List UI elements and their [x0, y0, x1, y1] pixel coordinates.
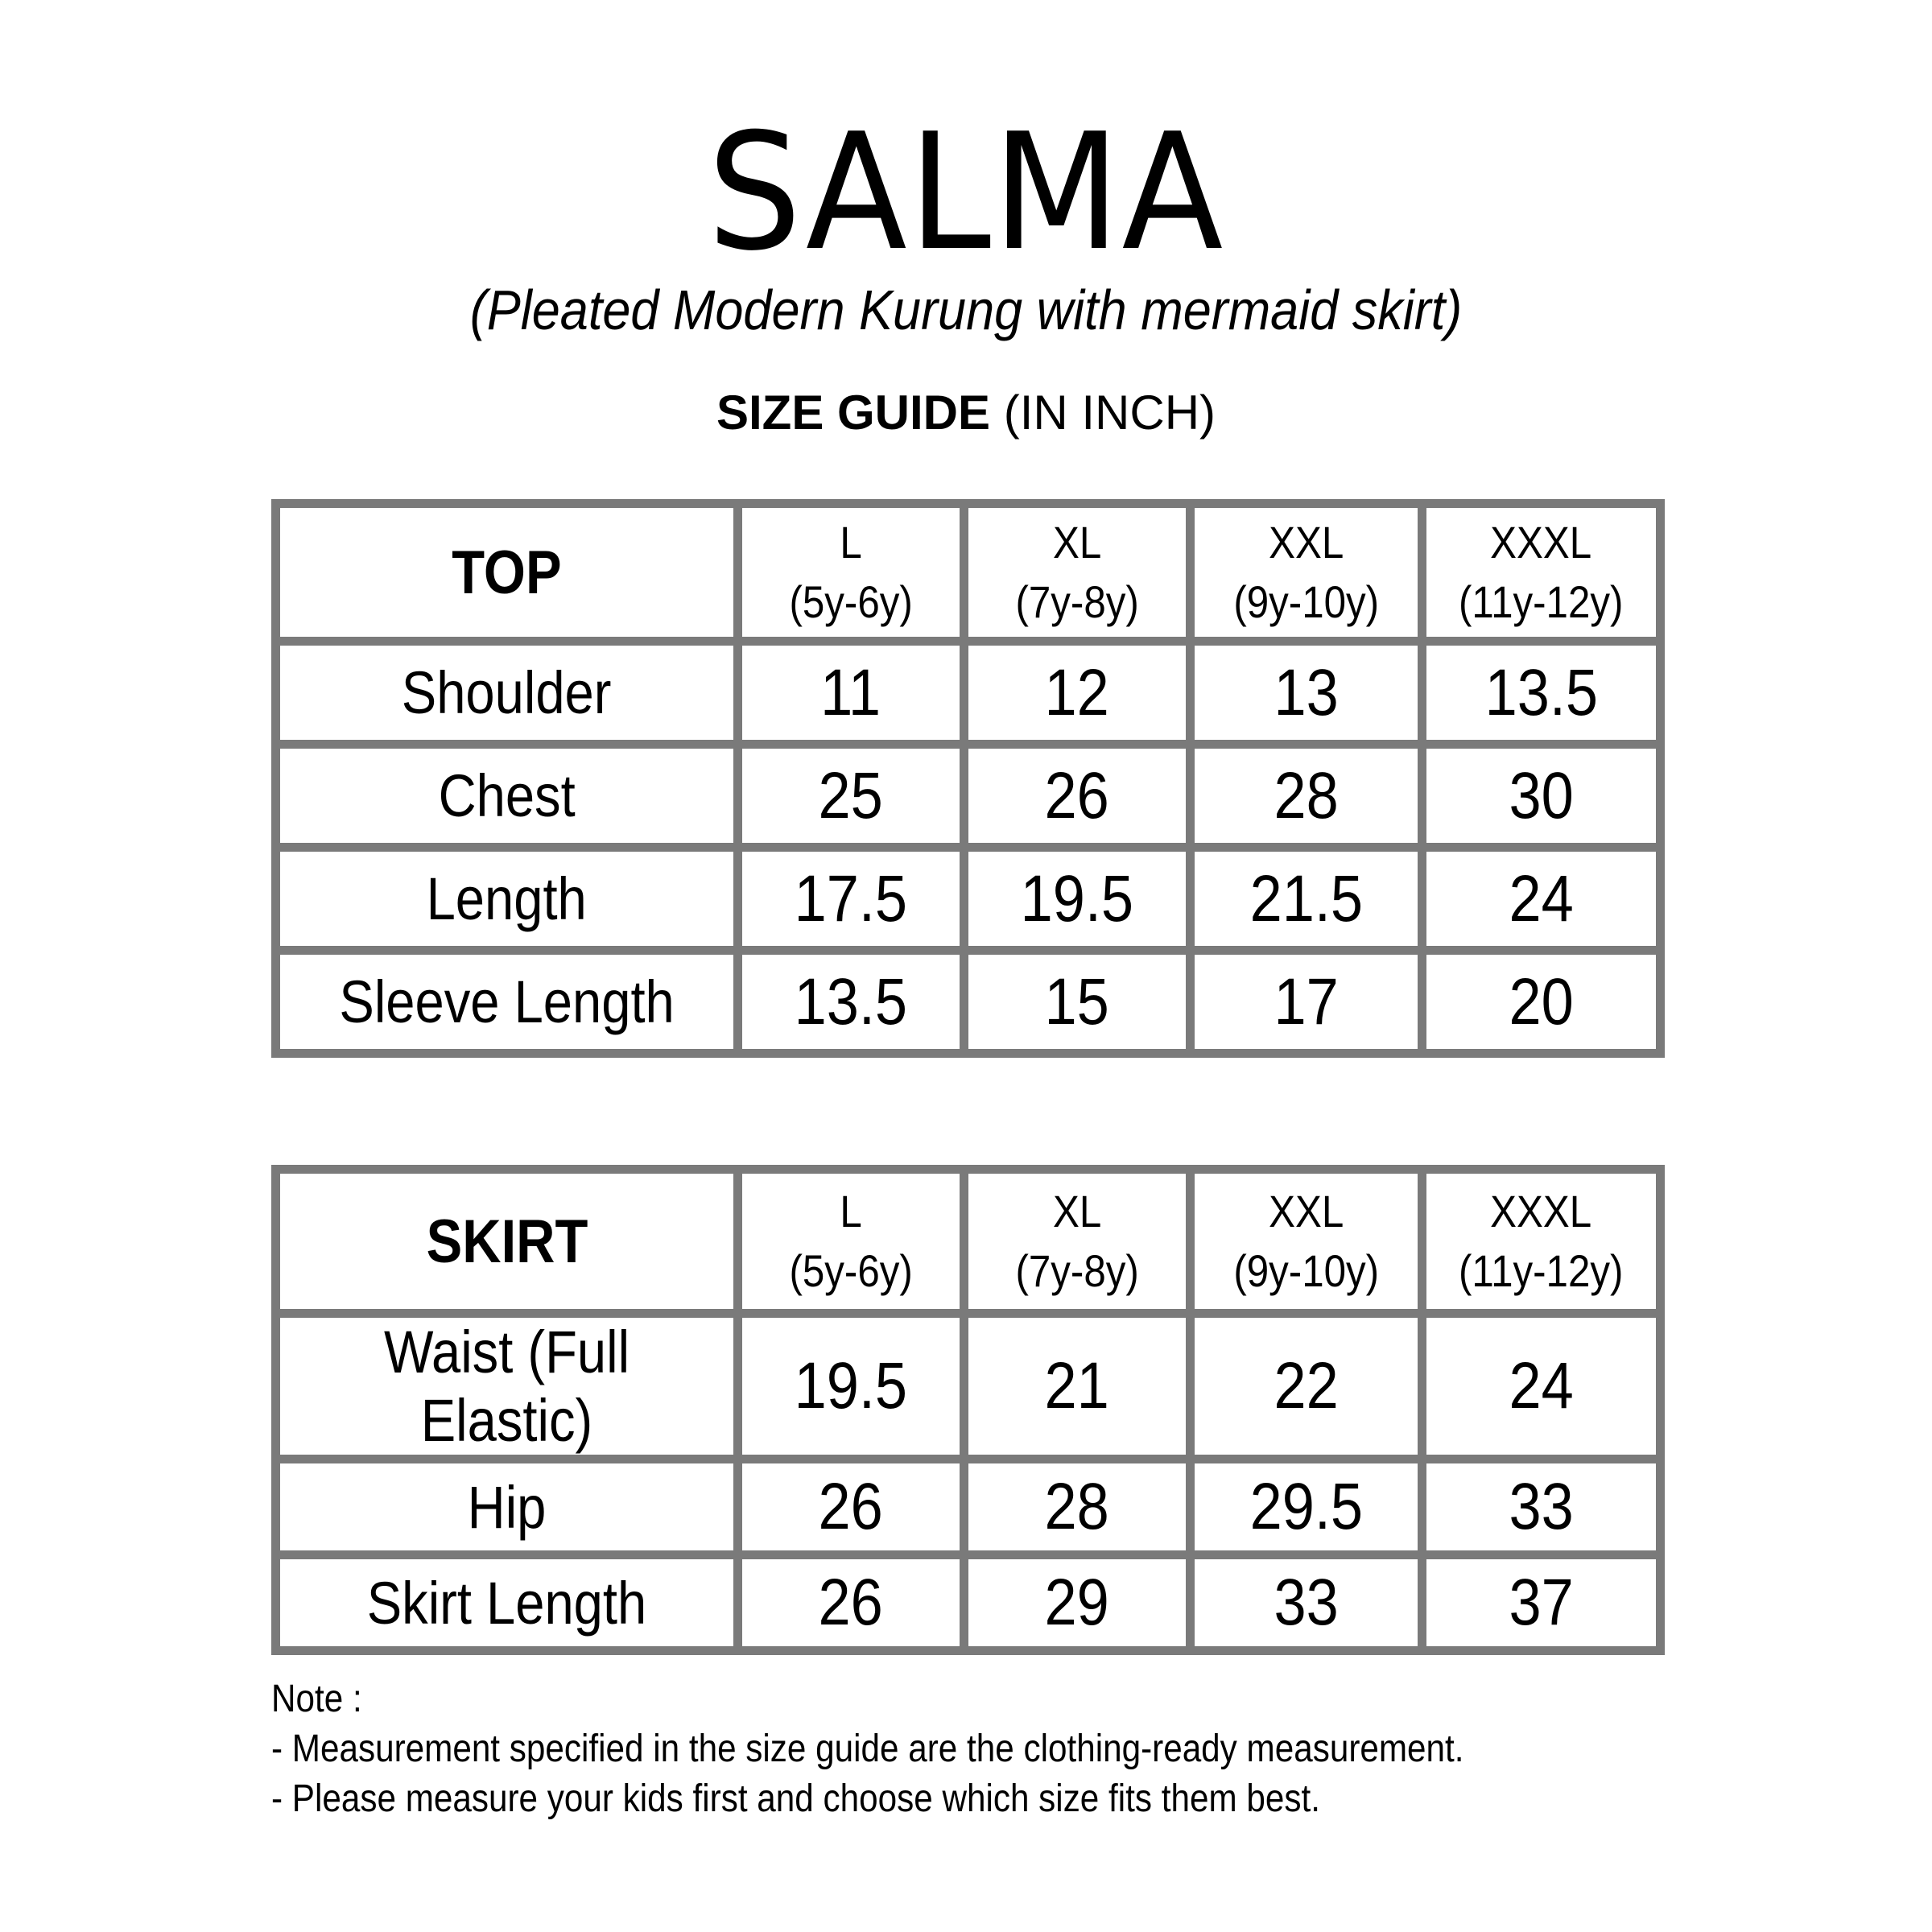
- size-name: XXL: [1268, 1186, 1344, 1237]
- size-name: L: [840, 517, 862, 568]
- row-label: Sleeve Length: [276, 951, 738, 1054]
- size-guide-heading: [0, 385, 1932, 440]
- size-guide-unit: (IN INCH): [1003, 386, 1216, 440]
- size-age: (7y-8y): [1015, 1245, 1139, 1296]
- size-column-header: [1422, 1170, 1661, 1314]
- table-cell: 24: [1422, 848, 1661, 951]
- size-age: (7y-8y): [1015, 576, 1139, 627]
- size-column-header: [964, 1170, 1191, 1314]
- size-age: (9y-10y): [1233, 1245, 1379, 1296]
- table-cell: 33: [1191, 1555, 1422, 1651]
- table-cell: 20: [1422, 951, 1661, 1054]
- category-label: TOP: [276, 504, 738, 642]
- row-label: Skirt Length: [276, 1555, 738, 1651]
- size-name: XXXL: [1490, 517, 1592, 568]
- table-cell: 28: [1191, 745, 1422, 848]
- row-label: Chest: [276, 745, 738, 848]
- table-cell: 12: [964, 642, 1191, 745]
- table-cell: 25: [738, 745, 964, 848]
- table-cell: 17: [1191, 951, 1422, 1054]
- category-label: SKIRT: [276, 1170, 738, 1314]
- page-title: SALMA: [707, 99, 1225, 287]
- table-row: [276, 642, 1661, 745]
- table-cell: 15: [964, 951, 1191, 1054]
- row-label: Hip: [276, 1459, 738, 1555]
- table-cell: 19.5: [738, 1314, 964, 1459]
- row-label: Length: [276, 848, 738, 951]
- row-label: Waist (Full Elastic): [276, 1314, 738, 1459]
- table-cell: 11: [738, 642, 964, 745]
- size-name: XL: [1052, 1186, 1102, 1237]
- size-name: XXXL: [1490, 1186, 1592, 1237]
- table-cell: 19.5: [964, 848, 1191, 951]
- table-cell: 13: [1191, 642, 1422, 745]
- table-cell: 37: [1422, 1555, 1661, 1651]
- size-name: XL: [1052, 517, 1102, 568]
- table-cell: 26: [964, 745, 1191, 848]
- table-header-row: [276, 1170, 1661, 1314]
- table-cell: 28: [964, 1459, 1191, 1555]
- table-row: [276, 951, 1661, 1054]
- size-name: L: [840, 1186, 862, 1237]
- size-age: (5y-6y): [789, 576, 913, 627]
- table-cell: 21.5: [1191, 848, 1422, 951]
- size-age: (11y-12y): [1459, 1245, 1624, 1296]
- table-cell: 26: [738, 1555, 964, 1651]
- top-size-table: [271, 499, 1665, 1058]
- size-name: XXL: [1268, 517, 1344, 568]
- table-cell: 24: [1422, 1314, 1661, 1459]
- table-cell: 22: [1191, 1314, 1422, 1459]
- note-item: - Measurement specified in the size guide are the clothing-ready measurement.: [271, 1728, 1464, 1770]
- table-cell: 33: [1422, 1459, 1661, 1555]
- table-cell: 21: [964, 1314, 1191, 1459]
- table-cell: 26: [738, 1459, 964, 1555]
- size-guide-label: SIZE GUIDE: [716, 386, 991, 440]
- table-row: [276, 745, 1661, 848]
- page-subtitle: (Pleated Modern Kurung with mermaid skirt): [469, 279, 1463, 341]
- size-column-header: [738, 504, 964, 642]
- note-item: - Please measure your kids first and choose which size fits them best.: [271, 1777, 1320, 1820]
- table-row: [276, 1314, 1661, 1459]
- table-row: [276, 848, 1661, 951]
- size-column-header: [964, 504, 1191, 642]
- table-row: [276, 1459, 1661, 1555]
- skirt-size-table: [271, 1165, 1665, 1655]
- table-cell: 29: [964, 1555, 1191, 1651]
- size-column-header: [1422, 504, 1661, 642]
- table-row: [276, 1555, 1661, 1651]
- notes-section: [271, 1674, 1627, 1824]
- size-age: (9y-10y): [1233, 576, 1379, 627]
- row-label: Shoulder: [276, 642, 738, 745]
- table-cell: 13.5: [738, 951, 964, 1054]
- notes-heading: Note :: [271, 1678, 362, 1720]
- table-cell: 13.5: [1422, 642, 1661, 745]
- table-header-row: [276, 504, 1661, 642]
- size-age: (11y-12y): [1459, 576, 1624, 627]
- table-cell: 30: [1422, 745, 1661, 848]
- size-column-header: [738, 1170, 964, 1314]
- table-cell: 17.5: [738, 848, 964, 951]
- size-column-header: [1191, 1170, 1422, 1314]
- size-column-header: [1191, 504, 1422, 642]
- table-cell: 29.5: [1191, 1459, 1422, 1555]
- size-age: (5y-6y): [789, 1245, 913, 1296]
